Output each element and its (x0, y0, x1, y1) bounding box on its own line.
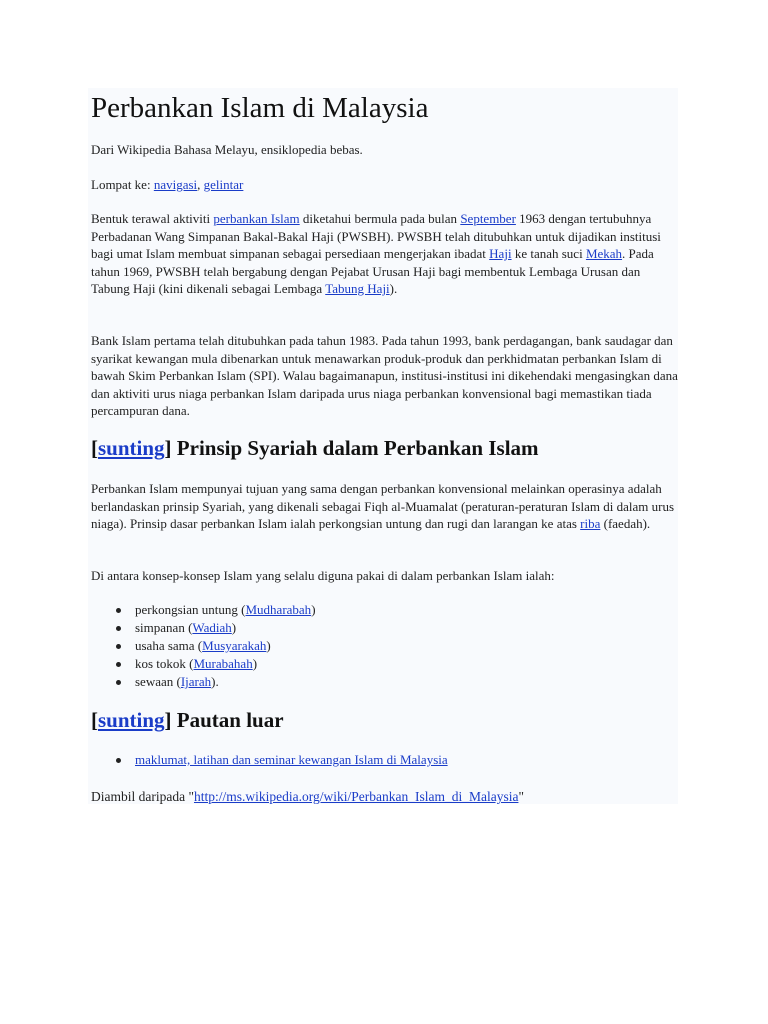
syariah-paragraph (91, 480, 681, 533)
list-item (91, 751, 448, 769)
concepts-intro: Di antara konsep-konsep Islam yang selalu diguna pakai di dalam perbankan Islam ialah: (91, 568, 555, 583)
section-title: Pautan luar (171, 708, 284, 732)
link-haji[interactable]: Haji (489, 246, 512, 261)
item-text: usaha sama ( (135, 638, 203, 653)
retrieved-suffix: " (518, 789, 524, 804)
section-title: Prinsip Syariah dalam Perbankan Islam (171, 436, 539, 460)
para1-text-2: diketahui bermula pada bulan (299, 211, 461, 226)
jump-links (91, 177, 243, 193)
para1-text-1: Bentuk terawal aktiviti (91, 211, 214, 226)
item-text: sewaan ( (135, 674, 181, 689)
link-september[interactable]: September (460, 211, 516, 226)
item-text-end: ) (311, 602, 316, 617)
syariah-text-2: (faedah). (600, 516, 651, 531)
para1-text-6: ). (389, 281, 398, 296)
item-text-end: ) (266, 638, 271, 653)
link-ijarah[interactable]: Ijarah (180, 674, 212, 689)
item-text-end: ). (211, 674, 219, 689)
item-text: kos tokok ( (135, 656, 194, 671)
link-mudharabah[interactable]: Mudharabah (245, 602, 312, 617)
bracket-close: ] (164, 708, 172, 732)
bracket-open: [ (91, 708, 98, 732)
retrieved-url-link[interactable]: http://ms.wikipedia.org/wiki/Perbankan_Islam_di_Malaysia (193, 789, 519, 804)
retrieved-prefix: Diambil daripada " (91, 789, 194, 804)
bullet-icon (116, 662, 121, 667)
link-wadiah[interactable]: Wadiah (192, 620, 232, 635)
intro-paragraph (91, 210, 681, 298)
jump-navigation-link[interactable]: navigasi (153, 177, 198, 192)
link-tabung-haji[interactable]: Tabung Haji (325, 281, 390, 296)
page-title: Perbankan Islam di Malaysia (91, 92, 429, 124)
jump-separator: , (197, 177, 204, 192)
list-item (91, 601, 316, 619)
list-item (91, 655, 316, 673)
item-text: simpanan ( (135, 620, 193, 635)
external-link-kewangan-islam[interactable]: maklumat, latihan dan seminar kewangan Islam di Malaysia (135, 752, 448, 767)
link-riba[interactable]: riba (580, 516, 601, 531)
bullet-icon (116, 626, 121, 631)
bracket-open: [ (91, 436, 98, 460)
item-text-end: ) (231, 620, 237, 635)
para1-text-3: 1963 dengan tertubuhnya Perbadanan Wang Simpanan Bakal-Bakal Haji (PWSBH). PWSBH telah ditubuhkan untuk dijadikan institusi bagi umat Islam membuat simpanan sebagai persediaan mengerjakan ibadat (91, 211, 661, 261)
page-subtitle: Dari Wikipedia Bahasa Melayu, ensiklopedia bebas. (91, 142, 363, 157)
bullet-icon (116, 758, 121, 763)
bullet-icon (116, 608, 121, 613)
para1-text-4: ke tanah suci (511, 246, 586, 261)
item-text: perkongsian untung ( (135, 602, 246, 617)
link-murabahah[interactable]: Murabahah (193, 656, 253, 671)
para1-text-5: . Pada tahun 1969, PWSBH telah bergabung dengan Pejabat Urusan Haji bagi membentuk Lembaga Urusan dan Tabung Haji (kini dikenali sebagai Lembaga (91, 246, 654, 296)
list-item (91, 637, 316, 655)
link-mekah[interactable]: Mekah (585, 246, 623, 261)
list-item (91, 619, 316, 637)
item-text-end: ) (252, 656, 258, 671)
external-links-list (91, 751, 448, 769)
edit-section-link[interactable]: sunting (98, 436, 165, 460)
list-item (91, 673, 316, 691)
edit-section-link[interactable]: sunting (98, 708, 165, 732)
concepts-list (91, 601, 316, 691)
bank-history-paragraph: Bank Islam pertama telah ditubuhkan pada tahun 1983. Pada tahun 1993, bank perdagangan, bank saudagar dan syarikat kewangan mula dibenarkan untuk menawarkan produk-produk dan perkhidmatan perbankan Islam di bawah Skim Perbankan Islam (SPI). Walau bagaimanapun, institusi-institusi ini dikehendaki mengasingkan dana dan aktiviti urus niaga perbankan Islam daripada urus niaga perbankan konvensional bagi memastikan tiada percampuran dana. (91, 333, 678, 418)
section-heading-prinsip-syariah (91, 436, 539, 461)
bullet-icon (116, 680, 121, 685)
jump-search-link[interactable]: gelintar (203, 177, 244, 192)
link-musyarakah[interactable]: Musyarakah (202, 638, 267, 653)
section-heading-pautan-luar (91, 708, 284, 733)
jump-prefix: Lompat ke: (91, 177, 154, 192)
link-perbankan-islam[interactable]: perbankan Islam (213, 211, 300, 226)
bullet-icon (116, 644, 121, 649)
syariah-text-1: Perbankan Islam mempunyai tujuan yang sama dengan perbankan konvensional melainkan operasinya adalah berlandaskan prinsip Syariah, yang dikenali sebagai Fiqh al-Muamalat (peraturan-peraturan Islam di dalam urus niaga). Prinsip dasar perbankan Islam ialah perkongsian untung dan rugi dan larangan ke atas (91, 481, 675, 531)
article-page (88, 88, 678, 804)
retrieved-from (91, 788, 681, 806)
bracket-close: ] (164, 436, 172, 460)
